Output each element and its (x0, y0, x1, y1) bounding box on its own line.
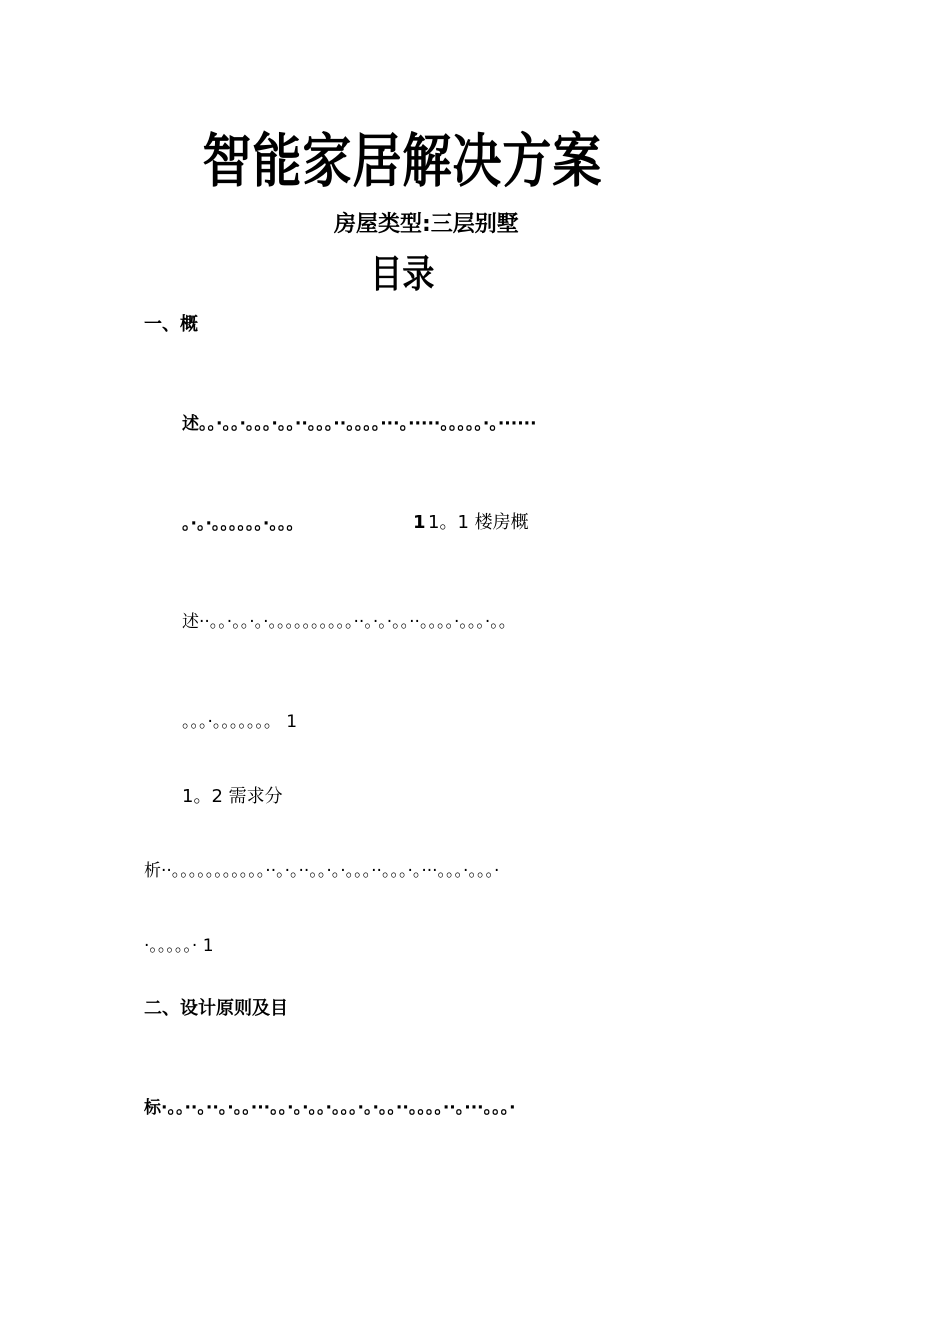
toc-entry-building-overview-label: 1。1 楼房概 (428, 512, 529, 533)
toc-entry-overview-heading: 一、概 (144, 314, 198, 335)
toc-entry-requirements-label: 1。2 需求分 (182, 786, 283, 807)
toc-entry-design-principles-leader: 标·。。··。··。·。。···。。·。·。。·。。。·。·。。··。。。。··。···。。。· (144, 1098, 516, 1118)
toc-entry-design-principles-heading: 二、设计原则及目 (144, 998, 288, 1019)
toc-entry-overview-page: 1 (413, 512, 426, 533)
toc-entry-requirements-leader-cont: ·。。。。。· 1 (144, 936, 214, 956)
document-title: 智能家居解决方案 (202, 127, 603, 195)
toc-entry-building-overview-leader: 述··。。·。。·。·。。。。。。。。。。··。·。·。。··。。。。·。。。·。。 (182, 612, 516, 632)
toc-entry-overview-leader-cont: 。·。·。。。。。。·。。。 (182, 514, 304, 534)
toc-heading: 目录 (370, 252, 435, 296)
toc-entry-overview-leader: 述。。·。。·。。。·。。··。。。··。。。。···。·····。。。。。·。······ (182, 414, 537, 434)
toc-entry-requirements-leader: 析··。。。。。。。。。。。··。·。··。。·。·。。。··。。。·。···。。。·。。。· (144, 861, 500, 881)
house-type-subtitle: 房屋类型:三层别墅 (334, 212, 519, 237)
toc-entry-building-overview-leader-cont: 。。。·。。。。。。。 1 (182, 712, 298, 732)
